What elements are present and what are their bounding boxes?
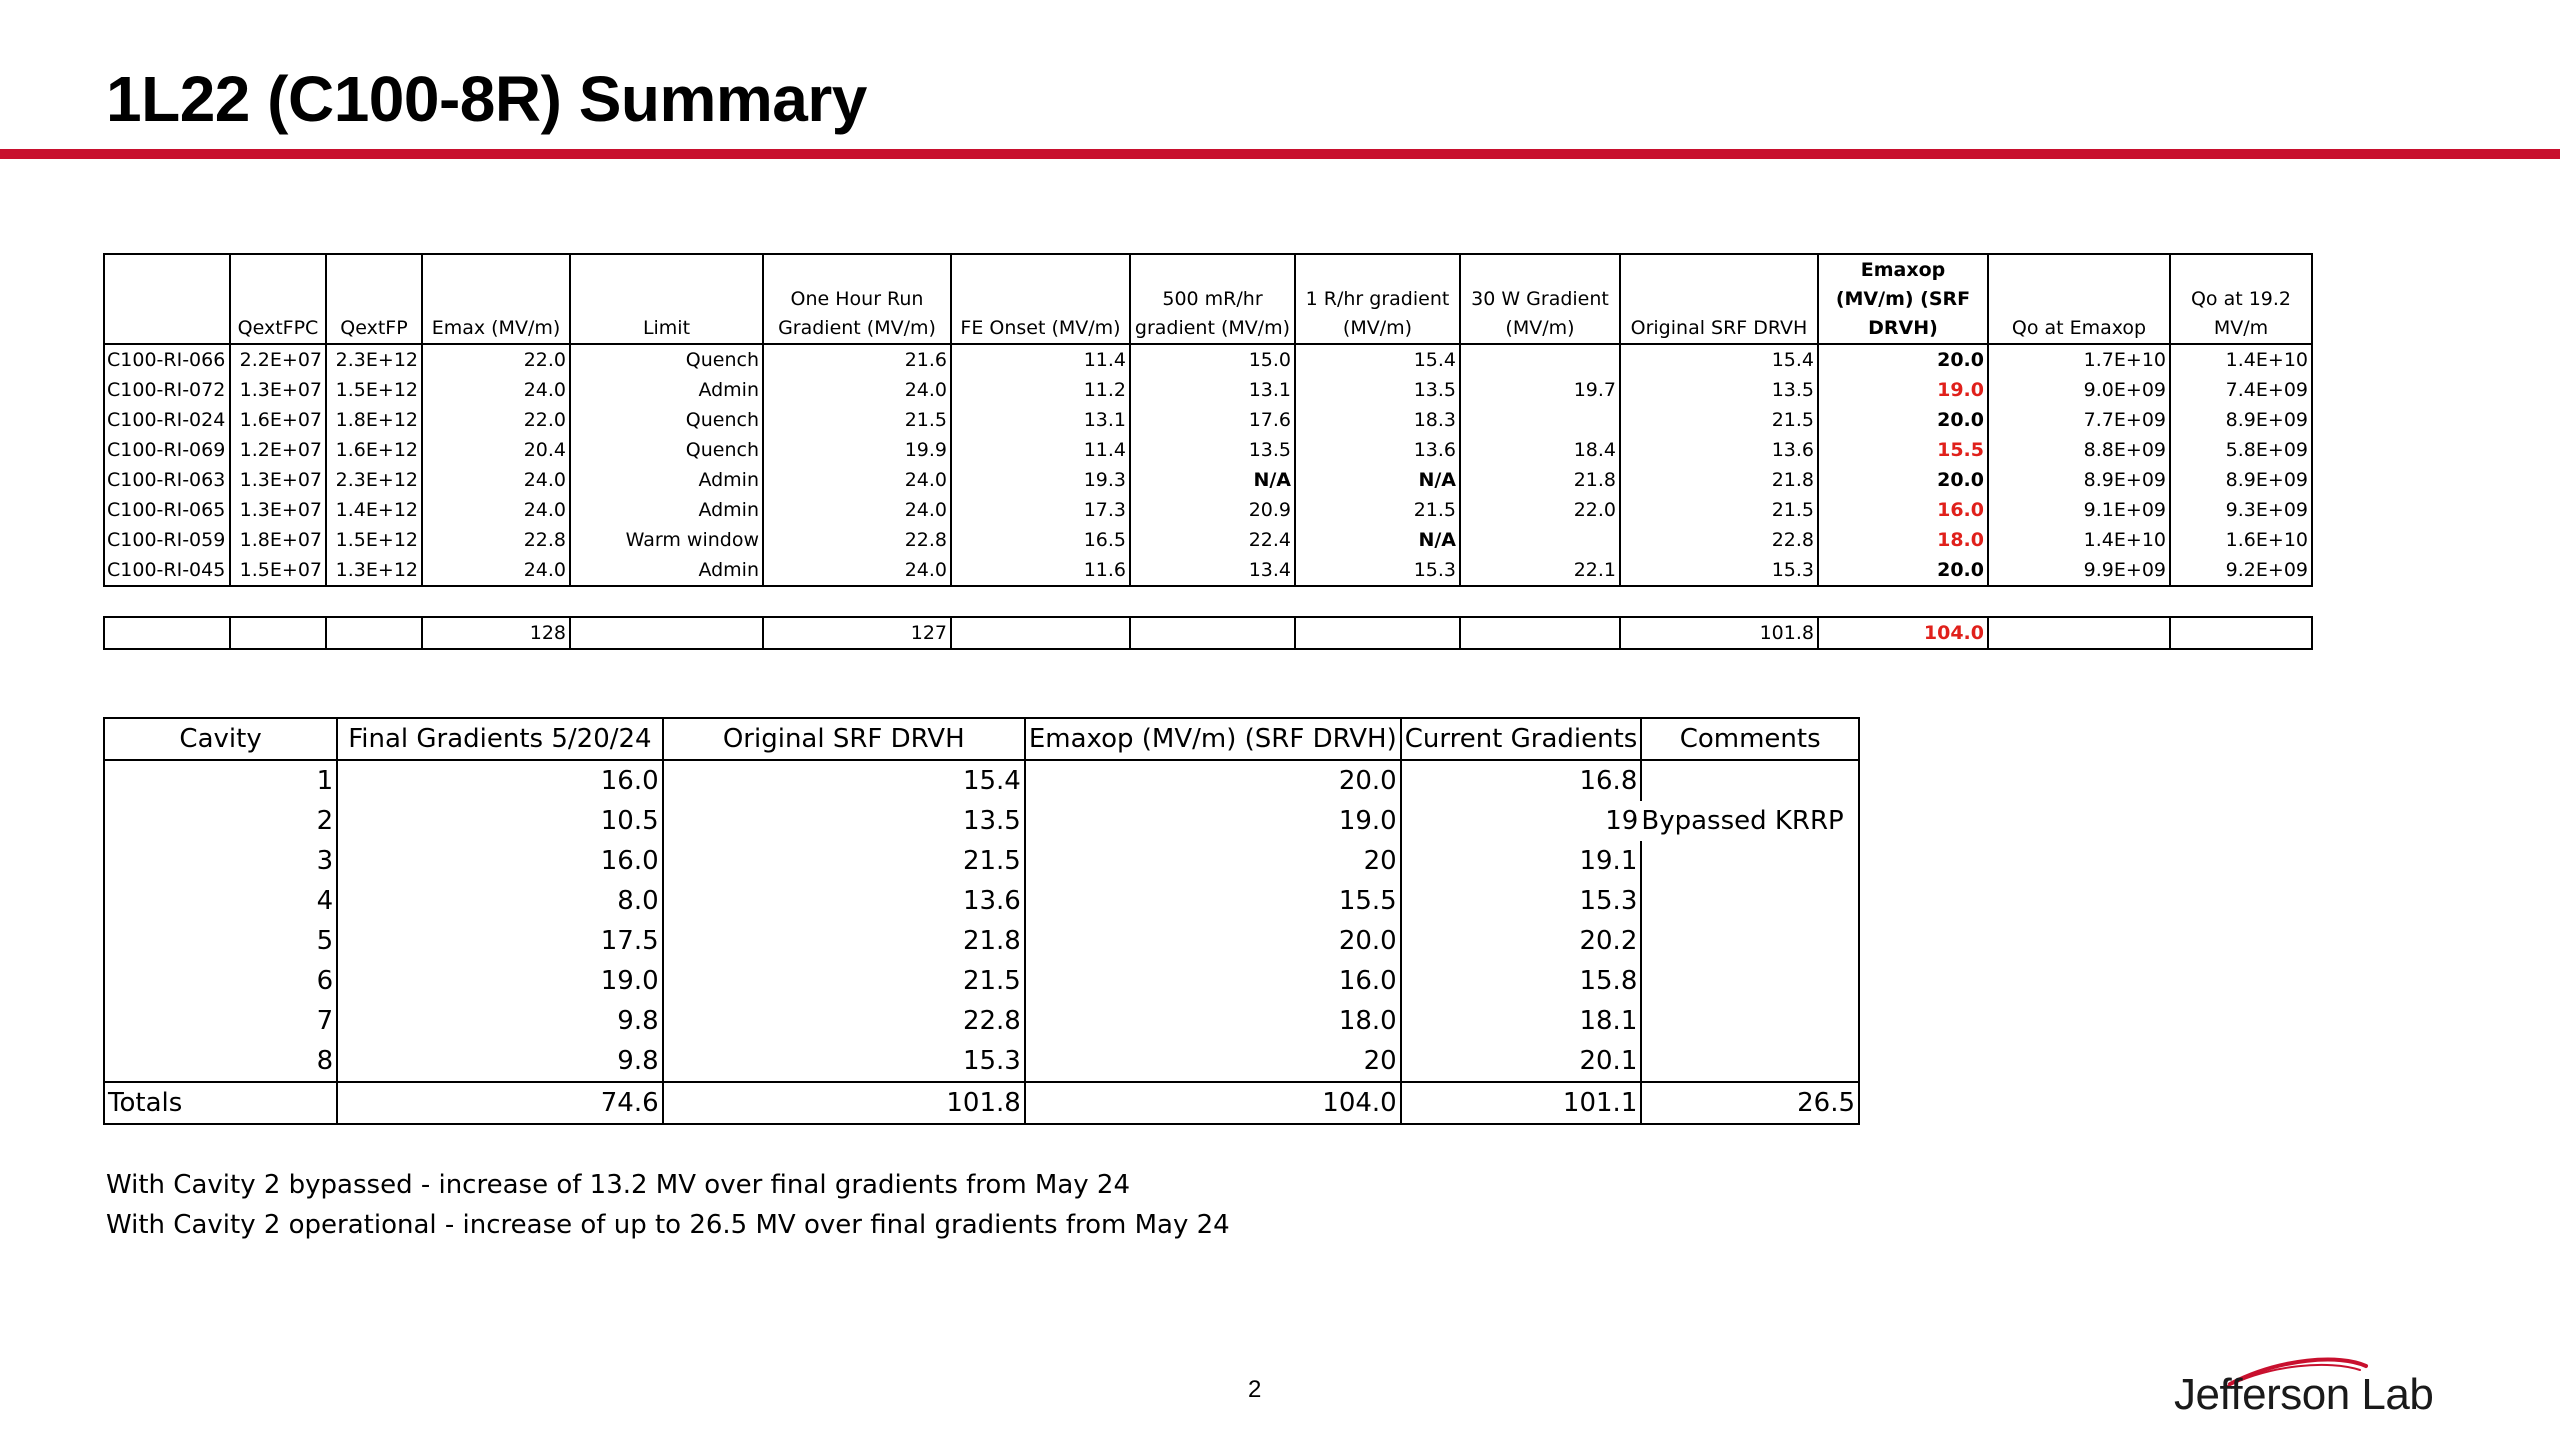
table-cell: 20.0 [1025, 921, 1401, 961]
table-cell: 24.0 [422, 465, 570, 495]
table-row [104, 921, 1859, 961]
table-cell: 2.2E+07 [230, 344, 326, 375]
table-cell: 7 [104, 1001, 337, 1041]
table-cell: 9.8 [337, 1041, 663, 1082]
column-header: Current Gradients [1401, 718, 1642, 760]
table-cell: 1.2E+07 [230, 435, 326, 465]
table-cell: 21.5 [1295, 495, 1460, 525]
table-cell: 15.0 [1130, 344, 1295, 375]
table-cell: 8.9E+09 [1988, 465, 2170, 495]
table-cell: 11.6 [951, 555, 1130, 586]
column-header: Emaxop (MV/m) (SRF DRVH) [1025, 718, 1401, 760]
table-cell: 15.4 [1620, 344, 1818, 375]
table-cell: 20.4 [422, 435, 570, 465]
table-cell: Quench [570, 435, 763, 465]
table-cell: 20 [1025, 841, 1401, 881]
table-cell: 24.0 [422, 555, 570, 586]
cavity-name-cell: C100-RI-045 [104, 555, 230, 586]
table-cell: 20.0 [1025, 760, 1401, 801]
table-cell: 15.3 [1401, 881, 1642, 921]
table-cell: 1.4E+10 [2170, 344, 2312, 375]
total-cell [104, 617, 230, 649]
table-cell: 9.9E+09 [1988, 555, 2170, 586]
table-cell: 18.3 [1295, 405, 1460, 435]
total-cell [1130, 617, 1295, 649]
table-cell: 18.4 [1460, 435, 1620, 465]
totals-row [104, 1082, 1859, 1124]
column-header: QextFP [326, 254, 422, 344]
table-cell: 19.1 [1401, 841, 1642, 881]
table-row [104, 881, 1859, 921]
total-cell: 104.0 [1818, 617, 1988, 649]
cavity-test-table [103, 253, 2313, 587]
comment-cell: Bypassed KRRP [1641, 801, 1859, 841]
table-cell: N/A [1295, 465, 1460, 495]
table-cell: 24.0 [763, 555, 951, 586]
page-number: 2 [1248, 1376, 1262, 1403]
table-cell: 21.8 [1620, 465, 1818, 495]
table-cell: 20.0 [1818, 405, 1988, 435]
table-header-row [104, 254, 2312, 344]
column-header: Qo at 19.2 MV/m [2170, 254, 2312, 344]
table-row [104, 435, 2312, 465]
table-row [104, 760, 1859, 801]
cavity-name-cell: C100-RI-066 [104, 344, 230, 375]
table-cell: 21.5 [1620, 405, 1818, 435]
total-cell: 101.8 [1620, 617, 1818, 649]
table-cell: 22.8 [422, 525, 570, 555]
table-cell: 1.5E+07 [230, 555, 326, 586]
table-cell: 13.6 [663, 881, 1025, 921]
table-cell: 13.5 [1295, 375, 1460, 405]
table-cell: 21.5 [1620, 495, 1818, 525]
table-cell: 16.5 [951, 525, 1130, 555]
table-row [104, 375, 2312, 405]
comment-cell [1641, 1041, 1859, 1082]
cavity-name-cell: C100-RI-065 [104, 495, 230, 525]
page-title: 1L22 (C100-8R) Summary [106, 63, 867, 135]
table-cell: 21.5 [663, 841, 1025, 881]
total-cell [326, 617, 422, 649]
table-cell: 1.5E+12 [326, 525, 422, 555]
table-cell [1460, 344, 1620, 375]
table-cell: 5 [104, 921, 337, 961]
total-cell: 101.8 [663, 1082, 1025, 1124]
table-cell: 15.4 [1295, 344, 1460, 375]
table-row [104, 465, 2312, 495]
table-row [104, 841, 1859, 881]
table-cell: 1.8E+12 [326, 405, 422, 435]
table-cell: 11.2 [951, 375, 1130, 405]
table-cell: 3 [104, 841, 337, 881]
table-cell: 8.9E+09 [2170, 405, 2312, 435]
table-cell: 20.1 [1401, 1041, 1642, 1082]
table-cell: 24.0 [763, 495, 951, 525]
table-cell: 13.5 [1130, 435, 1295, 465]
table-cell: 16.0 [337, 841, 663, 881]
column-header: Comments [1641, 718, 1859, 760]
table-cell: 10.5 [337, 801, 663, 841]
table-cell: 20.9 [1130, 495, 1295, 525]
total-cell: 74.6 [337, 1082, 663, 1124]
table-row [104, 555, 2312, 586]
table-cell: 19 [1401, 801, 1642, 841]
table-cell: 8.9E+09 [2170, 465, 2312, 495]
jefferson-lab-logo [2170, 1350, 2460, 1430]
table-cell: 13.4 [1130, 555, 1295, 586]
table-cell: 19.7 [1460, 375, 1620, 405]
column-header: One Hour Run Gradient (MV/m) [763, 254, 951, 344]
table-row [104, 405, 2312, 435]
table-cell: 24.0 [422, 495, 570, 525]
table-row [104, 1041, 1859, 1082]
table-cell: 1.6E+10 [2170, 525, 2312, 555]
total-cell [951, 617, 1130, 649]
column-header: 30 W Gradient (MV/m) [1460, 254, 1620, 344]
table-row [104, 525, 2312, 555]
table-cell: 24.0 [763, 465, 951, 495]
table-cell: 11.4 [951, 435, 1130, 465]
comment-cell [1641, 760, 1859, 801]
table-cell: 19.9 [763, 435, 951, 465]
table-cell: 4 [104, 881, 337, 921]
table-cell: 19.0 [1025, 801, 1401, 841]
totals-label: Totals [104, 1082, 337, 1124]
table-cell: 1.3E+07 [230, 495, 326, 525]
total-cell [230, 617, 326, 649]
table-cell: 18.0 [1025, 1001, 1401, 1041]
cavity-name-cell: C100-RI-024 [104, 405, 230, 435]
table-cell: 15.3 [1620, 555, 1818, 586]
table-cell: 22.1 [1460, 555, 1620, 586]
table-cell: 2 [104, 801, 337, 841]
total-cell: 127 [763, 617, 951, 649]
table-cell: 20.0 [1818, 344, 1988, 375]
column-header: Emax (MV/m) [422, 254, 570, 344]
column-header: FE Onset (MV/m) [951, 254, 1130, 344]
table-cell: 1.3E+07 [230, 375, 326, 405]
table-cell: 22.0 [422, 344, 570, 375]
comment-cell [1641, 921, 1859, 961]
table-cell: 16.0 [1818, 495, 1988, 525]
table-cell: 17.5 [337, 921, 663, 961]
table-cell: N/A [1295, 525, 1460, 555]
cavity-name-cell: C100-RI-059 [104, 525, 230, 555]
table-cell [1460, 525, 1620, 555]
table-cell: 8 [104, 1041, 337, 1082]
table-cell: Quench [570, 405, 763, 435]
gradient-summary-table [103, 717, 1860, 1125]
comment-cell [1641, 961, 1859, 1001]
total-cell: 26.5 [1641, 1082, 1859, 1124]
table-cell: 22.0 [422, 405, 570, 435]
table-cell: 16.8 [1401, 760, 1642, 801]
cavity-name-cell: C100-RI-069 [104, 435, 230, 465]
table-cell: Admin [570, 495, 763, 525]
table-cell: 13.1 [1130, 375, 1295, 405]
table-cell: 1.4E+12 [326, 495, 422, 525]
table-cell: 19.0 [1818, 375, 1988, 405]
table-cell: 13.5 [663, 801, 1025, 841]
table-cell: 19.3 [951, 465, 1130, 495]
table-cell: 24.0 [763, 375, 951, 405]
table-cell: 16.0 [337, 760, 663, 801]
table-row [104, 1001, 1859, 1041]
total-cell [1988, 617, 2170, 649]
total-cell: 104.0 [1025, 1082, 1401, 1124]
table-cell: 19.0 [337, 961, 663, 1001]
table-cell: 22.4 [1130, 525, 1295, 555]
total-cell [2170, 617, 2312, 649]
table-row [104, 495, 2312, 525]
table-cell: 8.0 [337, 881, 663, 921]
table-cell [1460, 405, 1620, 435]
table-cell: 22.0 [1460, 495, 1620, 525]
table-cell: 8.8E+09 [1988, 435, 2170, 465]
table-header-row [104, 718, 1859, 760]
logo-text: Jefferson Lab [2174, 1370, 2434, 1419]
table-cell: 22.8 [663, 1001, 1025, 1041]
table-cell: 13.6 [1620, 435, 1818, 465]
table-cell: 13.6 [1295, 435, 1460, 465]
table-cell: 21.6 [763, 344, 951, 375]
table-cell: 1.6E+12 [326, 435, 422, 465]
table-cell: 1.5E+12 [326, 375, 422, 405]
table-cell: 1 [104, 760, 337, 801]
table-cell: 1.3E+07 [230, 465, 326, 495]
total-cell: 128 [422, 617, 570, 649]
table-cell: 20.0 [1818, 465, 1988, 495]
column-header: Original SRF DRVH [1620, 254, 1818, 344]
table-cell: Quench [570, 344, 763, 375]
note-operational: With Cavity 2 operational - increase of up to 26.5 MV over final gradients from May 24 [106, 1210, 1230, 1240]
column-header: QextFPC [230, 254, 326, 344]
column-header: Final Gradients 5/20/24 [337, 718, 663, 760]
table-cell: 21.5 [663, 961, 1025, 1001]
table-row [104, 961, 1859, 1001]
table-cell: 13.5 [1620, 375, 1818, 405]
total-cell [570, 617, 763, 649]
comment-cell [1641, 841, 1859, 881]
table-cell: 20.2 [1401, 921, 1642, 961]
table-cell: 15.4 [663, 760, 1025, 801]
table-cell: 9.2E+09 [2170, 555, 2312, 586]
table-cell: Warm window [570, 525, 763, 555]
table-cell: 5.8E+09 [2170, 435, 2312, 465]
table-cell: 21.8 [1460, 465, 1620, 495]
table-cell: 1.3E+12 [326, 555, 422, 586]
table-cell: 21.8 [663, 921, 1025, 961]
total-cell: 101.1 [1401, 1082, 1642, 1124]
table-cell: 15.8 [1401, 961, 1642, 1001]
table-cell: 15.3 [663, 1041, 1025, 1082]
table-cell: Admin [570, 555, 763, 586]
table-cell: 1.7E+10 [1988, 344, 2170, 375]
table-cell: 22.8 [1620, 525, 1818, 555]
table-cell: 9.8 [337, 1001, 663, 1041]
comment-cell [1641, 881, 1859, 921]
table-cell: 9.1E+09 [1988, 495, 2170, 525]
table-cell: 15.5 [1818, 435, 1988, 465]
column-header: Original SRF DRVH [663, 718, 1025, 760]
table-cell: 11.4 [951, 344, 1130, 375]
table-cell: 15.5 [1025, 881, 1401, 921]
cavity-name-cell: C100-RI-063 [104, 465, 230, 495]
column-header: Limit [570, 254, 763, 344]
comment-cell [1641, 1001, 1859, 1041]
title-divider [0, 149, 2560, 159]
table-cell: 16.0 [1025, 961, 1401, 1001]
table-cell: 9.3E+09 [2170, 495, 2312, 525]
table-cell: 2.3E+12 [326, 465, 422, 495]
table-cell: 21.5 [763, 405, 951, 435]
column-header [104, 254, 230, 344]
table-cell: Admin [570, 465, 763, 495]
table-cell: 7.7E+09 [1988, 405, 2170, 435]
table-cell: 24.0 [422, 375, 570, 405]
table-cell: N/A [1130, 465, 1295, 495]
cavity-test-totals [103, 616, 2313, 650]
table-cell: 6 [104, 961, 337, 1001]
table-cell: 18.0 [1818, 525, 1988, 555]
table-row [104, 344, 2312, 375]
cavity-name-cell: C100-RI-072 [104, 375, 230, 405]
table-cell: 7.4E+09 [2170, 375, 2312, 405]
column-header: Cavity [104, 718, 337, 760]
column-header: 500 mR/hr gradient (MV/m) [1130, 254, 1295, 344]
table-cell: 1.4E+10 [1988, 525, 2170, 555]
total-cell [1295, 617, 1460, 649]
table-cell: Admin [570, 375, 763, 405]
table-cell: 20.0 [1818, 555, 1988, 586]
table-cell: 1.6E+07 [230, 405, 326, 435]
total-cell [1460, 617, 1620, 649]
table-cell: 22.8 [763, 525, 951, 555]
table-cell: 9.0E+09 [1988, 375, 2170, 405]
column-header: Qo at Emaxop [1988, 254, 2170, 344]
table-cell: 17.6 [1130, 405, 1295, 435]
table-cell: 17.3 [951, 495, 1130, 525]
table-cell: 2.3E+12 [326, 344, 422, 375]
column-header: 1 R/hr gradient (MV/m) [1295, 254, 1460, 344]
note-bypassed: With Cavity 2 bypassed - increase of 13.2 MV over final gradients from May 24 [106, 1170, 1131, 1200]
table-cell: 20 [1025, 1041, 1401, 1082]
table-row [104, 801, 1859, 841]
column-header: Emaxop (MV/m) (SRF DRVH) [1818, 254, 1988, 344]
totals-row [104, 617, 2312, 649]
table-cell: 1.8E+07 [230, 525, 326, 555]
table-cell: 15.3 [1295, 555, 1460, 586]
table-cell: 18.1 [1401, 1001, 1642, 1041]
table-cell: 13.1 [951, 405, 1130, 435]
